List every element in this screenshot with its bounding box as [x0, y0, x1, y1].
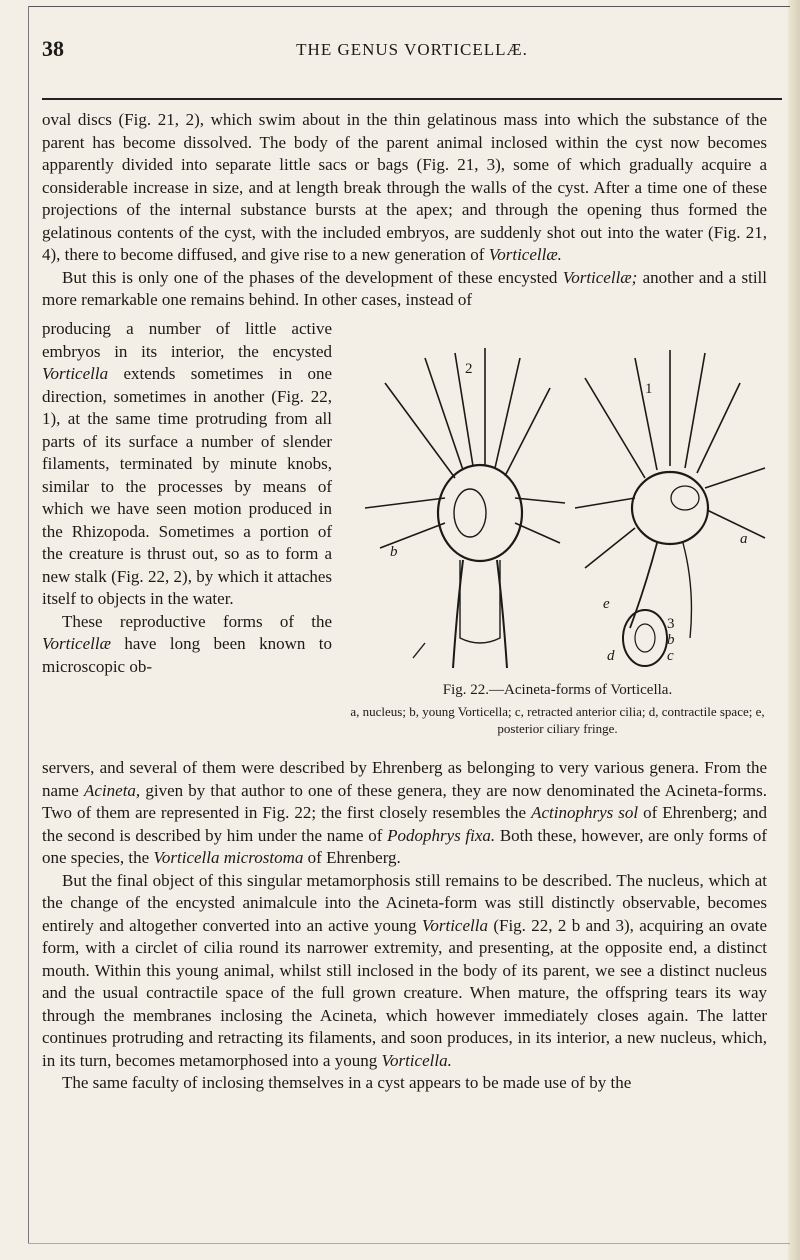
left-stalk-sheath — [460, 560, 500, 643]
term-vorticella-end: Vorticella. — [381, 1050, 452, 1070]
label-b-left: b — [390, 544, 398, 560]
label-a: a — [740, 531, 748, 547]
label-e: e — [603, 596, 610, 612]
label-c: c — [667, 648, 674, 664]
side-text-6: have long been known to microscopic ob- — [42, 634, 333, 676]
bottom-text-3: of Ehrenberg; and the second is described by him under the name of — [42, 803, 768, 845]
young-vorticella-3-inner — [635, 624, 655, 652]
side-text-2: Vorticella — [42, 364, 109, 383]
bottom-text-1: servers, and several of them were described by Ehrenberg as belonging to very various genera. From the name — [42, 758, 767, 800]
label-3: 3 — [667, 616, 675, 632]
paragraph-2-text-a: But this is only one of the phases of the development of these encysted — [62, 267, 558, 287]
label-d: d — [607, 648, 615, 664]
right-organism-filaments — [575, 350, 765, 568]
bottom-text-4: Both these, however, are only forms of one species, the — [42, 825, 767, 867]
page-number: 38 — [42, 36, 64, 61]
term-microstoma: Vorticella microstoma — [153, 848, 304, 867]
header-rule — [42, 98, 782, 100]
bottom-text-5: of Ehrenberg. — [307, 848, 401, 867]
paragraph-4-text-b: (Fig. 22, 2 b and 3), acquiring an ovate form, with a circlet of cilia round its narrower extremity, and presenting, at the opposite end, a distinct mouth. Within this young animal, whilst still inclosed in the body of its parent, we see a distinct nucleus and the usual contractile space of the full grown creature. When mature, the offspring tears its way through the membranes inclosing the Acineta, which however immediately closes again. The latter continues protruding and retracting its filaments, and soon produces, in its interior, a new nucleus, which, in its turn, becomes metamorphosed into a young — [42, 915, 768, 1070]
frame-top-line — [28, 6, 790, 7]
page-header — [42, 36, 782, 66]
paragraph-top-text: oval discs (Fig. 21, 2), which swim about in the thin gelatinous mass into which the substance of the parent has become dissolved. The body of the parent animal inclosed within the cyst now becomes apparently divided into separate little sacs or bags (Fig. 21, 3), some of which gradually acquire a considerable increase in size, and at length break through the walls of the cyst. After a time one of these projections of the internal substance bursts at the apex; and through the opening thus formed the gelatinous contents of the cyst, with the included embryos, are suddenly shot out into the water (Fig. 21, 4), there to become diffused, and give rise to a new generation of — [42, 110, 767, 264]
side-text-3: extends sometimes in one direction, sometimes in another (Fig. 22, 1), at the same time protruding from all parts of its surface a number of slender filaments, terminated by minute knobs, similar to the processes by means of which we have seen motion produced in the Rhizopoda. Sometimes a portion of the creature is thrust out, so as to form a new stalk (Fig. 22, 2), by which it attaches itself to objects in the water. — [42, 364, 332, 608]
paragraph-2-italic: Vorticellæ; — [562, 267, 638, 287]
frame-left-line — [28, 6, 29, 1244]
side-text-4: These reproductive forms of the — [62, 611, 332, 631]
young-vorticella-3 — [623, 610, 667, 666]
term-acineta: Acineta, — [84, 780, 141, 800]
right-stalk — [630, 543, 657, 628]
acineta-forms-drawing — [345, 338, 775, 678]
paragraph-4-text-a: But the final object of this singular metamorphosis still remains to be described. The nucleus, which at the change of the encysted animalcule into the Acineta-form was still distinctly observable, becomes entirely and altogether converted into an active young — [42, 870, 767, 935]
side-text-5: Vorticellæ — [42, 634, 111, 653]
right-nucleus — [671, 486, 699, 510]
right-organism-body — [632, 472, 708, 544]
term-actinophrys: Actinophrys sol — [531, 803, 639, 822]
right-stalk-2 — [683, 543, 691, 638]
paragraph-side-column — [42, 318, 332, 678]
page-edge — [788, 0, 800, 1260]
paragraph-bottom — [42, 757, 767, 1095]
term-vorticella: Vorticella — [421, 915, 488, 935]
figure-key: a, nucleus; b, young Vorticella; c, retracted anterior cilia; d, contractile space; e, posterior ciliary fringe. — [350, 704, 765, 736]
left-organism-body — [438, 465, 522, 561]
label-b-right: b — [667, 632, 675, 648]
side-text-1: producing a number of little active embryos in its interior, the encysted — [42, 319, 332, 361]
left-stalk-a — [453, 560, 463, 668]
label-1: 1 — [645, 381, 653, 397]
frame-bottom-line — [28, 1243, 790, 1244]
figure-22-illustration — [345, 338, 775, 678]
paragraph-top — [42, 109, 767, 312]
paragraph-5-text: The same faculty of inclosing themselves in a cyst appears to be made use of by the — [62, 1073, 632, 1092]
label-2: 2 — [465, 361, 473, 377]
left-young-vorticella — [454, 489, 486, 537]
figure-caption: Fig. 22.—Acineta-forms of Vorticella. — [442, 682, 673, 698]
running-title: THE GENUS VORTICELLÆ. — [296, 40, 528, 59]
left-stalk-b — [497, 560, 507, 668]
left-organism-filaments — [365, 348, 565, 548]
paragraph-top-tail: Vorticellæ. — [488, 245, 562, 264]
term-podophrys: Podophrys fixa. — [387, 825, 496, 845]
paragraph-2-text-c: another and a still more remarkable one remains behind. In other cases, instead of — [42, 267, 768, 309]
bottom-text-2: given by that author to one of these genera, they are now denominated the Acineta-forms. Two of them are represented in Fig. 22; the first closely resembles the — [42, 780, 768, 822]
